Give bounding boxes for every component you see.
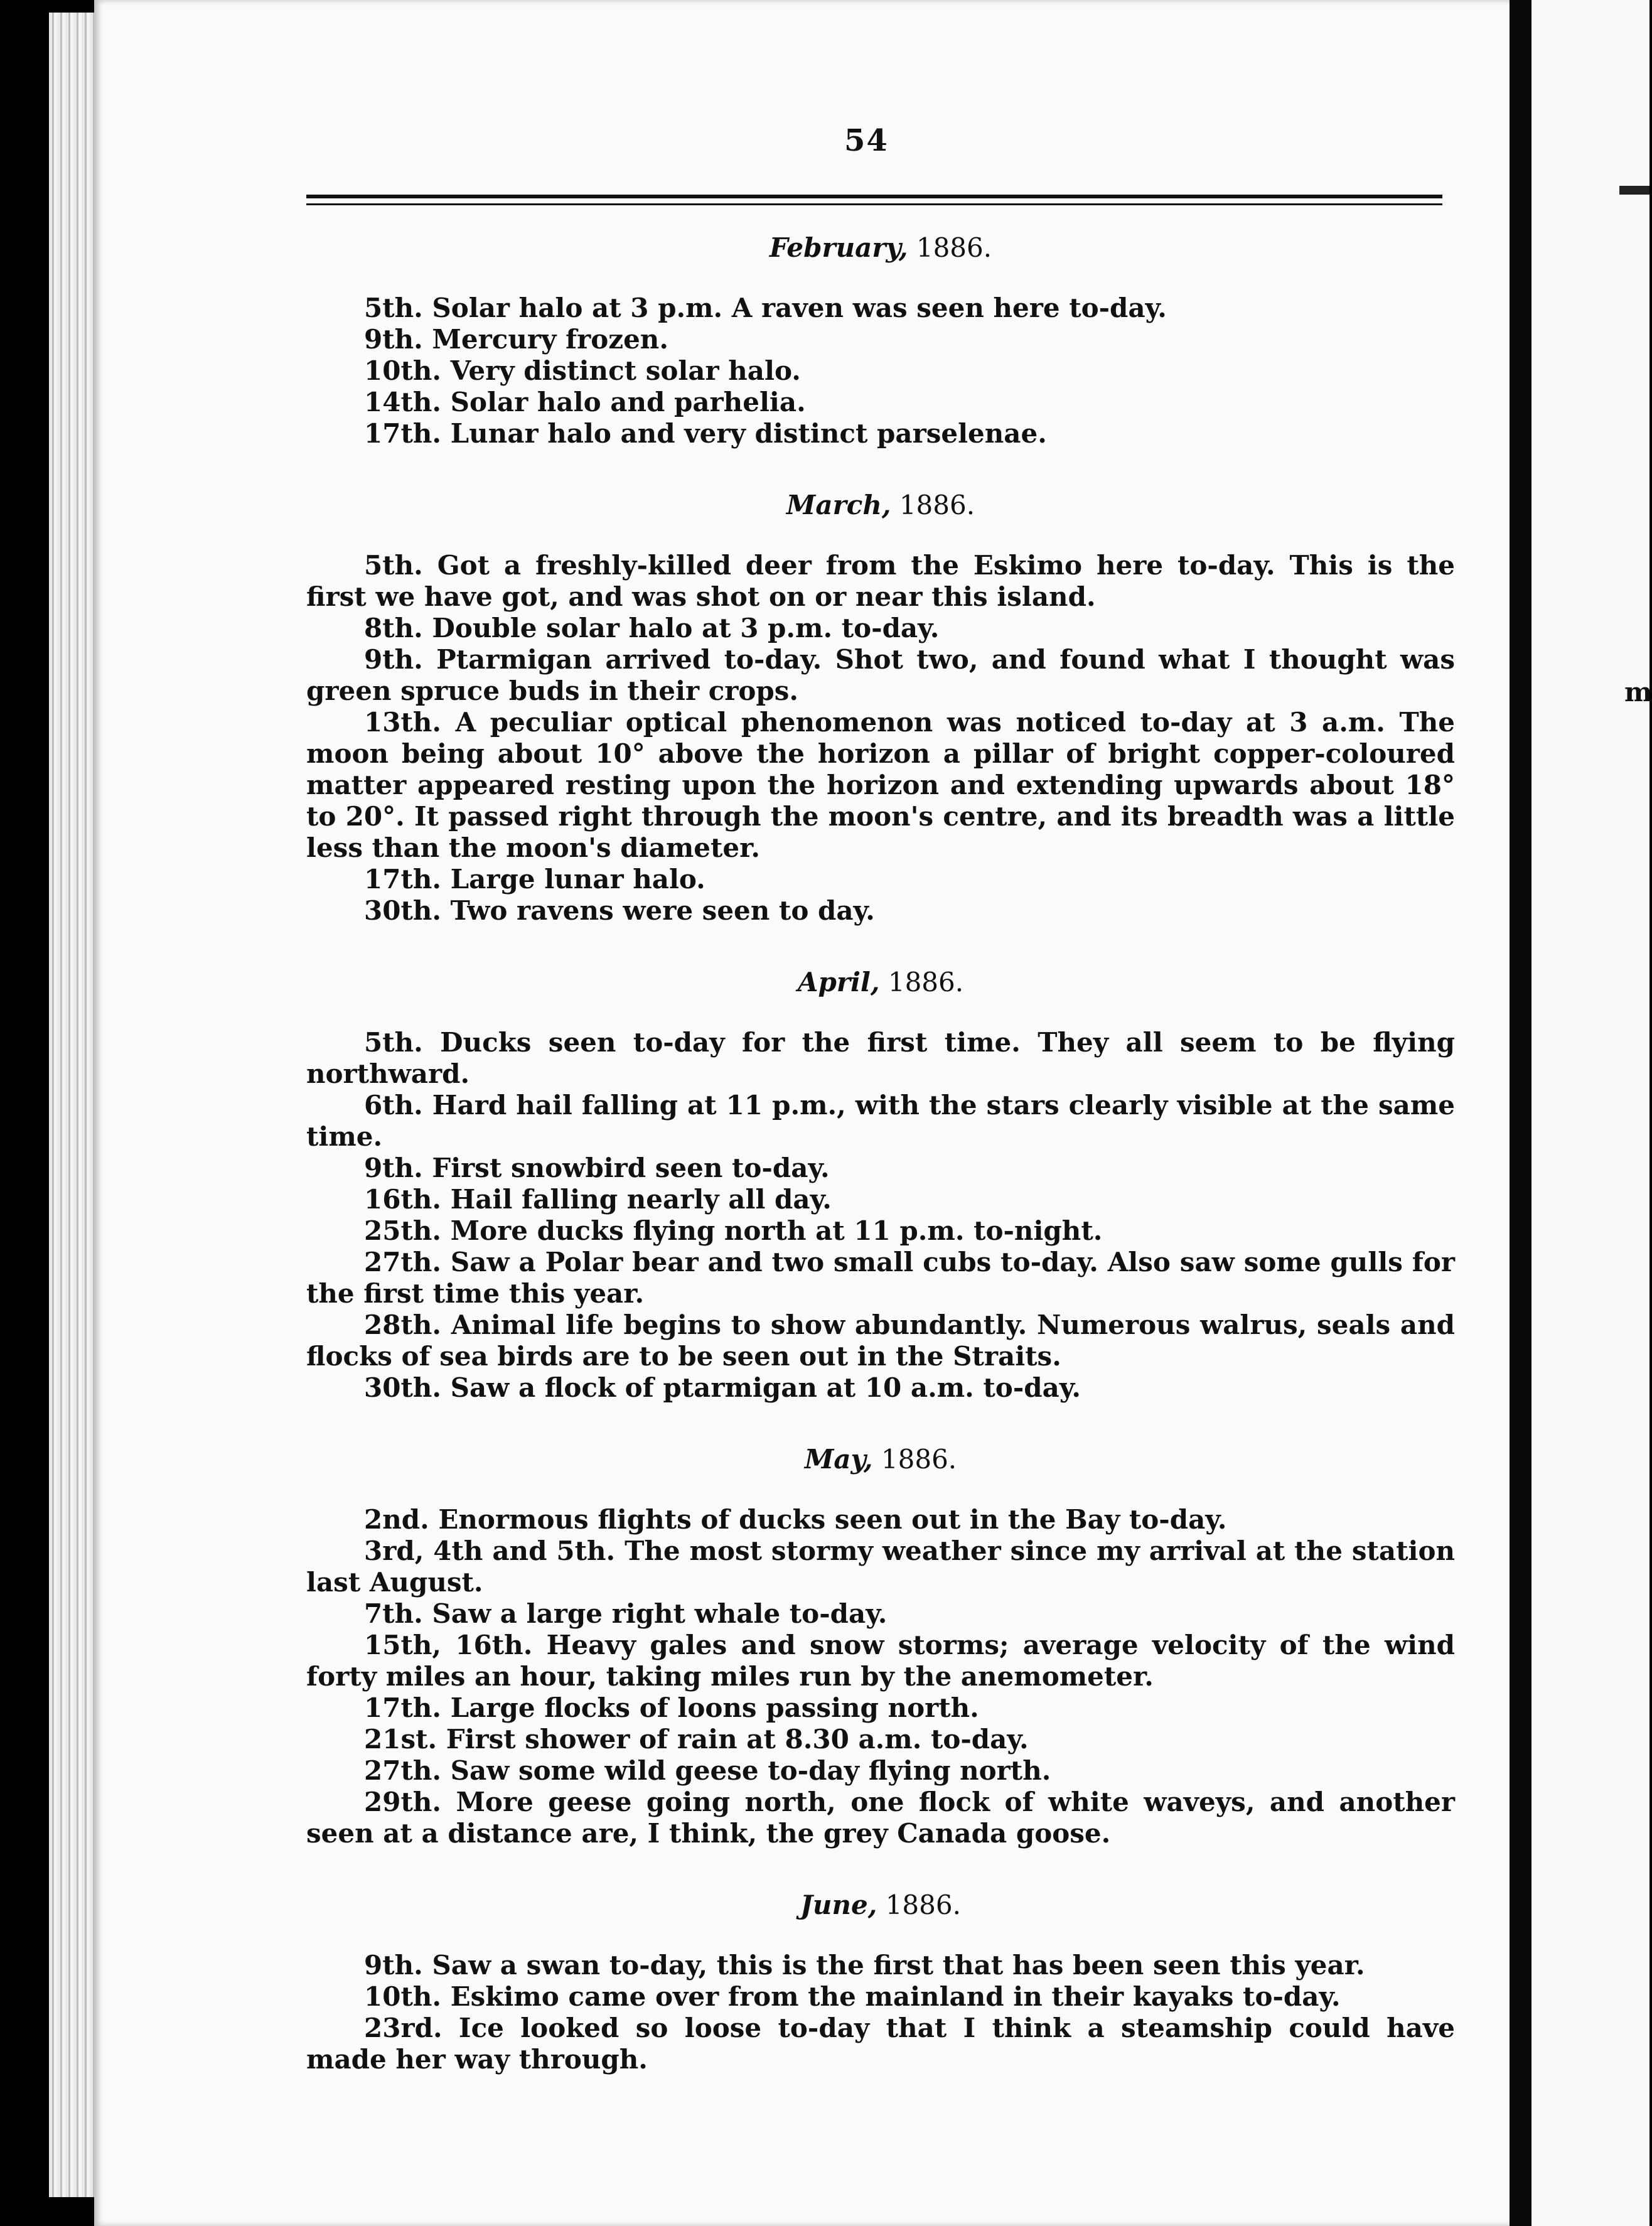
entry-list	[306, 293, 1455, 449]
journal-entry: 10th. Very distinct solar halo.	[364, 355, 801, 386]
journal-entry: 7th. Saw a large right whale to-day.	[364, 1598, 888, 1629]
journal-entry: 3rd, 4th and 5th. The most stormy weather since my arrival at the station last August.	[306, 1535, 1455, 1598]
journal-entry: 5th. Solar halo at 3 p.m. A raven was seen here to-day.	[364, 293, 1167, 323]
section-heading	[306, 967, 1455, 998]
section-heading	[306, 1890, 1455, 1921]
page-edges	[49, 13, 99, 2197]
entry-list	[306, 550, 1455, 927]
journal-entry: 30th. Two ravens were seen to day.	[364, 895, 875, 926]
section-year: 1886.	[872, 1444, 957, 1475]
journal-entry: 25th. More ducks flying north at 11 p.m. to-night.	[364, 1215, 1103, 1246]
section-heading	[306, 1444, 1455, 1475]
section-year: 1886.	[879, 967, 964, 997]
facing-page-rule	[1619, 186, 1649, 195]
journal-entry: 6th. Hard hail falling at 11 p.m., with the stars clearly visible at the same time.	[306, 1090, 1455, 1152]
section-month: April,	[797, 967, 880, 997]
journal-entry: 2nd. Enormous flights of ducks seen out in the Bay to-day.	[364, 1504, 1227, 1535]
journal-entry: 5th. Got a freshly-killed deer from the Eskimo here to-day. This is the first we have got, and was shot on or near this island.	[306, 550, 1455, 612]
section-year: 1886.	[891, 490, 975, 520]
journal-entry: 9th. Ptarmigan arrived to-day. Shot two, and found what I thought was green spruce buds in their crops.	[306, 644, 1455, 706]
journal-entry: 16th. Hail falling nearly all day.	[364, 1184, 832, 1215]
journal-entry: 21st. First shower of rain at 8.30 a.m. to-day.	[364, 1724, 1029, 1755]
journal-entry: 5th. Ducks seen to-day for the first time. They all seem to be flying northward.	[306, 1027, 1455, 1089]
section-heading	[306, 232, 1455, 264]
journal-entry: 9th. First snowbird seen to-day.	[364, 1153, 830, 1183]
journal-entry: 23rd. Ice looked so loose to-day that I think a steamship could have made her way through.	[306, 2013, 1455, 2075]
section-month: May,	[804, 1444, 873, 1475]
journal-entry: 17th. Lunar halo and very distinct parselenae.	[364, 418, 1047, 449]
journal-entry: 17th. Large lunar halo.	[364, 864, 705, 895]
journal-entry: 14th. Solar halo and parhelia.	[364, 387, 806, 417]
entry-list	[306, 1504, 1455, 1849]
section-month: February,	[769, 232, 908, 263]
journal-entry: 27th. Saw some wild geese to-day flying north.	[364, 1755, 1051, 1786]
journal-entry: 29th. More geese going north, one flock of white waveys, and another seen at a distance are, I think, the grey Canada goose.	[306, 1787, 1455, 1849]
entry-list	[306, 1950, 1455, 2075]
section-year: 1886.	[877, 1890, 961, 1920]
header-rule-thin	[306, 203, 1442, 205]
entry-list	[306, 1027, 1455, 1404]
journal-entry: 27th. Saw a Polar bear and two small cubs to-day. Also saw some gulls for the first time this year.	[306, 1247, 1455, 1309]
journal-entry: 28th. Animal life begins to show abundantly. Numerous walrus, seals and flocks of sea birds are to be seen out in the Straits.	[306, 1309, 1455, 1372]
journal-entry: 9th. Saw a swan to-day, this is the first that has been seen this year.	[364, 1950, 1365, 1981]
facing-page	[1531, 0, 1649, 2226]
journal-entry: 17th. Large flocks of loons passing north.	[364, 1692, 979, 1723]
journal-entry: 13th. A peculiar optical phenomenon was noticed to-day at 3 a.m. The moon being about 10° above the horizon a pillar of bright copper-coloured matter appeared resting upon the horizon and extending upwards about 18° to 20°. It passed right through the moon's centre, and its breadth was a little less than the moon's diameter.	[306, 707, 1455, 863]
facing-page-text: m	[1624, 677, 1652, 707]
journal-entry: 10th. Eskimo came over from the mainland in their kayaks to-day.	[364, 1981, 1341, 2012]
section-year: 1886.	[908, 232, 992, 263]
journal-entry: 30th. Saw a flock of ptarmigan at 10 a.m. to-day.	[364, 1372, 1081, 1403]
page-number: 54	[844, 123, 889, 158]
header-rule	[306, 195, 1442, 198]
section-month: June,	[800, 1890, 877, 1920]
section-heading	[306, 490, 1455, 521]
journal-entry: 9th. Mercury frozen.	[364, 324, 668, 355]
journal-entry: 15th, 16th. Heavy gales and snow storms; average velocity of the wind forty miles an hour, taking miles run by the anemometer.	[306, 1630, 1455, 1692]
journal-entry: 8th. Double solar halo at 3 p.m. to-day.	[364, 613, 940, 643]
journal-body	[306, 232, 1455, 2116]
section-month: March,	[786, 490, 891, 520]
book-gutter	[1510, 0, 1531, 2226]
